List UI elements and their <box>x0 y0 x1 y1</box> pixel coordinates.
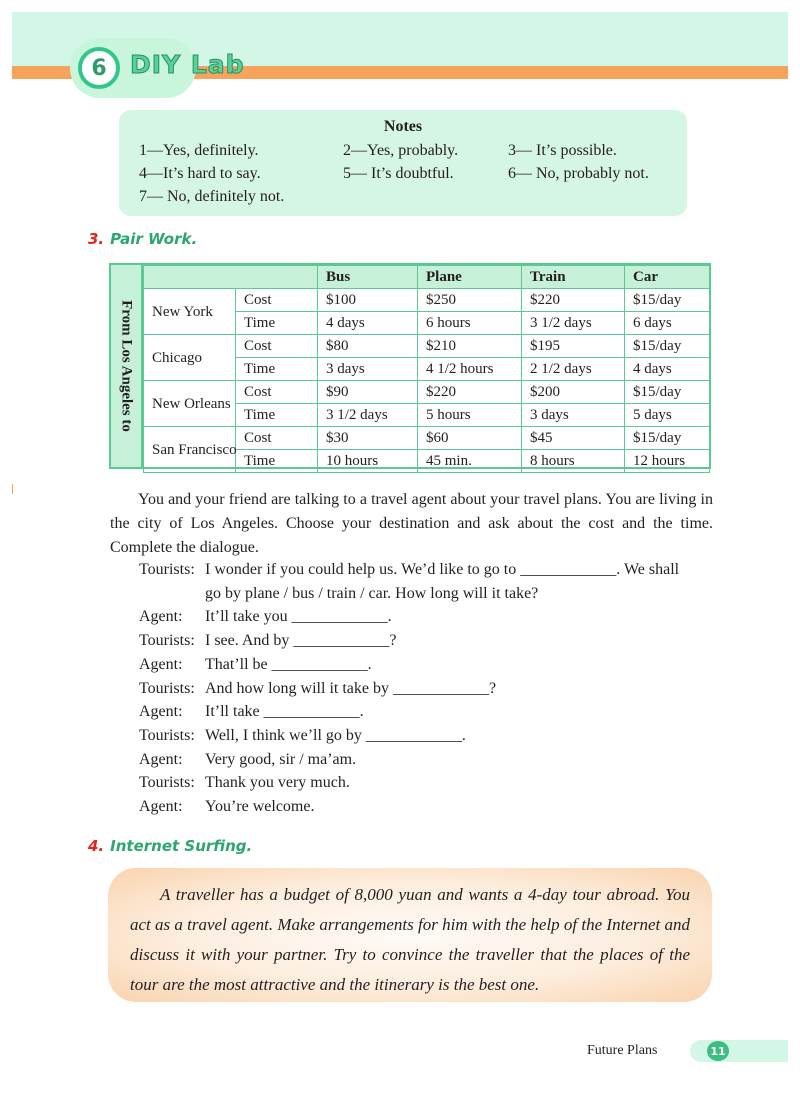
dialogue-line <box>139 751 356 769</box>
dialogue-line <box>139 680 496 698</box>
cell: $220 <box>418 381 522 404</box>
dialogue-text: Thank you very much. <box>205 774 350 792</box>
cell: 3 days <box>318 358 418 381</box>
table-row <box>144 289 710 312</box>
col-header: Car <box>625 266 710 289</box>
task4-number: 4. <box>88 837 105 855</box>
table-side-label <box>111 265 143 467</box>
speaker-label: Agent: <box>139 750 183 768</box>
footer-band <box>690 1040 788 1062</box>
cell: $210 <box>418 335 522 358</box>
cell: 10 hours <box>318 450 418 473</box>
cell: $15/day <box>625 335 710 358</box>
task3-number: 3. <box>88 230 105 248</box>
header-blank <box>144 266 318 289</box>
note-item: 5— It’s doubtful. <box>343 165 454 182</box>
cell: $30 <box>318 427 418 450</box>
intro-paragraph <box>110 488 713 560</box>
dialogue-line <box>139 774 350 792</box>
dialogue-text: And how long will it take by ____________? <box>205 679 497 697</box>
dialogue-text: Well, I think we’ll go by ____________. <box>205 726 466 744</box>
city-cell: New Orleans <box>144 381 236 427</box>
cell: 2 1/2 days <box>522 358 625 381</box>
task3-title: Pair Work. <box>110 230 198 248</box>
section-number: 6 <box>78 47 120 89</box>
cell: $100 <box>318 289 418 312</box>
note-item: 6— No, probably not. <box>508 165 649 182</box>
dialogue-text: You’re welcome. <box>205 798 315 815</box>
cell: 3 1/2 days <box>318 404 418 427</box>
note-item: 3— It’s possible. <box>508 142 617 159</box>
note-item: 2—Yes, probably. <box>343 142 459 159</box>
cell: $90 <box>318 381 418 404</box>
cell: 8 hours <box>522 450 625 473</box>
cell: $80 <box>318 335 418 358</box>
speaker-label: Agent: <box>139 608 183 626</box>
notes-title: Notes <box>383 118 423 135</box>
cell: $45 <box>522 427 625 450</box>
speaker-label: Tourists: <box>139 726 195 744</box>
table-row <box>144 335 710 358</box>
dialogue-line <box>139 727 466 745</box>
intro-text: You and your friend are talking to a travel agent about your travel plans. You are living in the city of Los Angeles. Choose your destination and ask about the cost and the time. Complete the dialogue. <box>110 491 713 556</box>
dialogue-text: I wonder if you could help us. We’d like to go to ____________. We shall <box>205 561 680 578</box>
cell: 3 days <box>522 404 625 427</box>
city-cell: New York <box>144 289 236 335</box>
speaker-label: Agent: <box>139 655 183 673</box>
row-type: Cost <box>236 381 318 404</box>
dialogue-text: I see. And by ____________? <box>205 632 397 650</box>
side-label-text: From Los Angeles to <box>118 300 135 432</box>
speaker-label: Tourists: <box>139 561 195 578</box>
row-type: Time <box>236 450 318 473</box>
task3-heading <box>88 230 197 248</box>
speaker-label: Tourists: <box>139 632 195 650</box>
dialogue-text: It’ll take you ____________. <box>205 608 392 626</box>
speaker-label: Agent: <box>139 703 183 721</box>
cell: 45 min. <box>418 450 522 473</box>
notes-box <box>119 110 687 216</box>
travel-table <box>109 263 711 469</box>
speaker-label: Tourists: <box>139 679 195 697</box>
dialogue-text: It’ll take ____________. <box>205 703 364 721</box>
table-row <box>144 427 710 450</box>
col-header: Plane <box>418 266 522 289</box>
travel-grid <box>143 265 710 473</box>
cell: 6 days <box>625 312 710 335</box>
task4-heading <box>88 837 252 855</box>
row-type: Time <box>236 358 318 381</box>
cell: 4 days <box>625 358 710 381</box>
speaker-label: Tourists: <box>139 774 195 792</box>
dialogue-line <box>139 561 679 579</box>
margin-mark <box>12 484 13 494</box>
cell: $220 <box>522 289 625 312</box>
row-type: Cost <box>236 289 318 312</box>
cell: $250 <box>418 289 522 312</box>
cell: $15/day <box>625 381 710 404</box>
dialogue-line <box>139 656 372 674</box>
internet-task-box <box>108 868 712 1002</box>
table-row <box>144 381 710 404</box>
note-item: 4—It’s hard to say. <box>139 165 261 182</box>
city-cell: Chicago <box>144 335 236 381</box>
speaker-label: Agent: <box>139 798 183 815</box>
dialogue-line <box>139 608 392 626</box>
dialogue-text: Very good, sir / ma’am. <box>205 750 357 768</box>
table-header-row <box>144 266 710 289</box>
cell: $15/day <box>625 289 710 312</box>
cell: 4 days <box>318 312 418 335</box>
row-type: Cost <box>236 427 318 450</box>
cell: 3 1/2 days <box>522 312 625 335</box>
dialogue-line <box>139 703 364 721</box>
row-type: Time <box>236 312 318 335</box>
city-cell: San Francisco <box>144 427 236 473</box>
note-item: 1—Yes, definitely. <box>139 142 259 159</box>
note-item: 7— No, definitely not. <box>139 188 285 205</box>
cell: 4 1/2 hours <box>418 358 522 381</box>
internet-task-text: A traveller has a budget of 8,000 yuan and wants a 4-day tour abroad. You act as a travel agent. Make arrangements for him with the help of the Internet and discuss it with your partner. Try to convince the traveller that the places of the tour are the most attractive and the itinerary is the best one. <box>130 885 690 994</box>
dialogue-text: That’ll be ____________. <box>205 655 372 673</box>
cell: 5 days <box>625 404 710 427</box>
row-type: Cost <box>236 335 318 358</box>
page-number: 11 <box>707 1041 729 1061</box>
dialogue-text: go by plane / bus / train / car. How long will it take? <box>205 584 539 602</box>
col-header: Train <box>522 266 625 289</box>
cell: $15/day <box>625 427 710 450</box>
cell: 6 hours <box>418 312 522 335</box>
section-title: DIY Lab <box>130 50 245 79</box>
task4-title: Internet Surfing. <box>110 837 253 855</box>
cell: $200 <box>522 381 625 404</box>
row-type: Time <box>236 404 318 427</box>
cell: 12 hours <box>625 450 710 473</box>
dialogue-line <box>139 798 314 816</box>
dialogue-line <box>139 585 538 603</box>
col-header: Bus <box>318 266 418 289</box>
cell: $60 <box>418 427 522 450</box>
cell: 5 hours <box>418 404 522 427</box>
dialogue-line <box>139 632 397 650</box>
cell: $195 <box>522 335 625 358</box>
footer-unit-title: Future Plans <box>587 1043 658 1058</box>
